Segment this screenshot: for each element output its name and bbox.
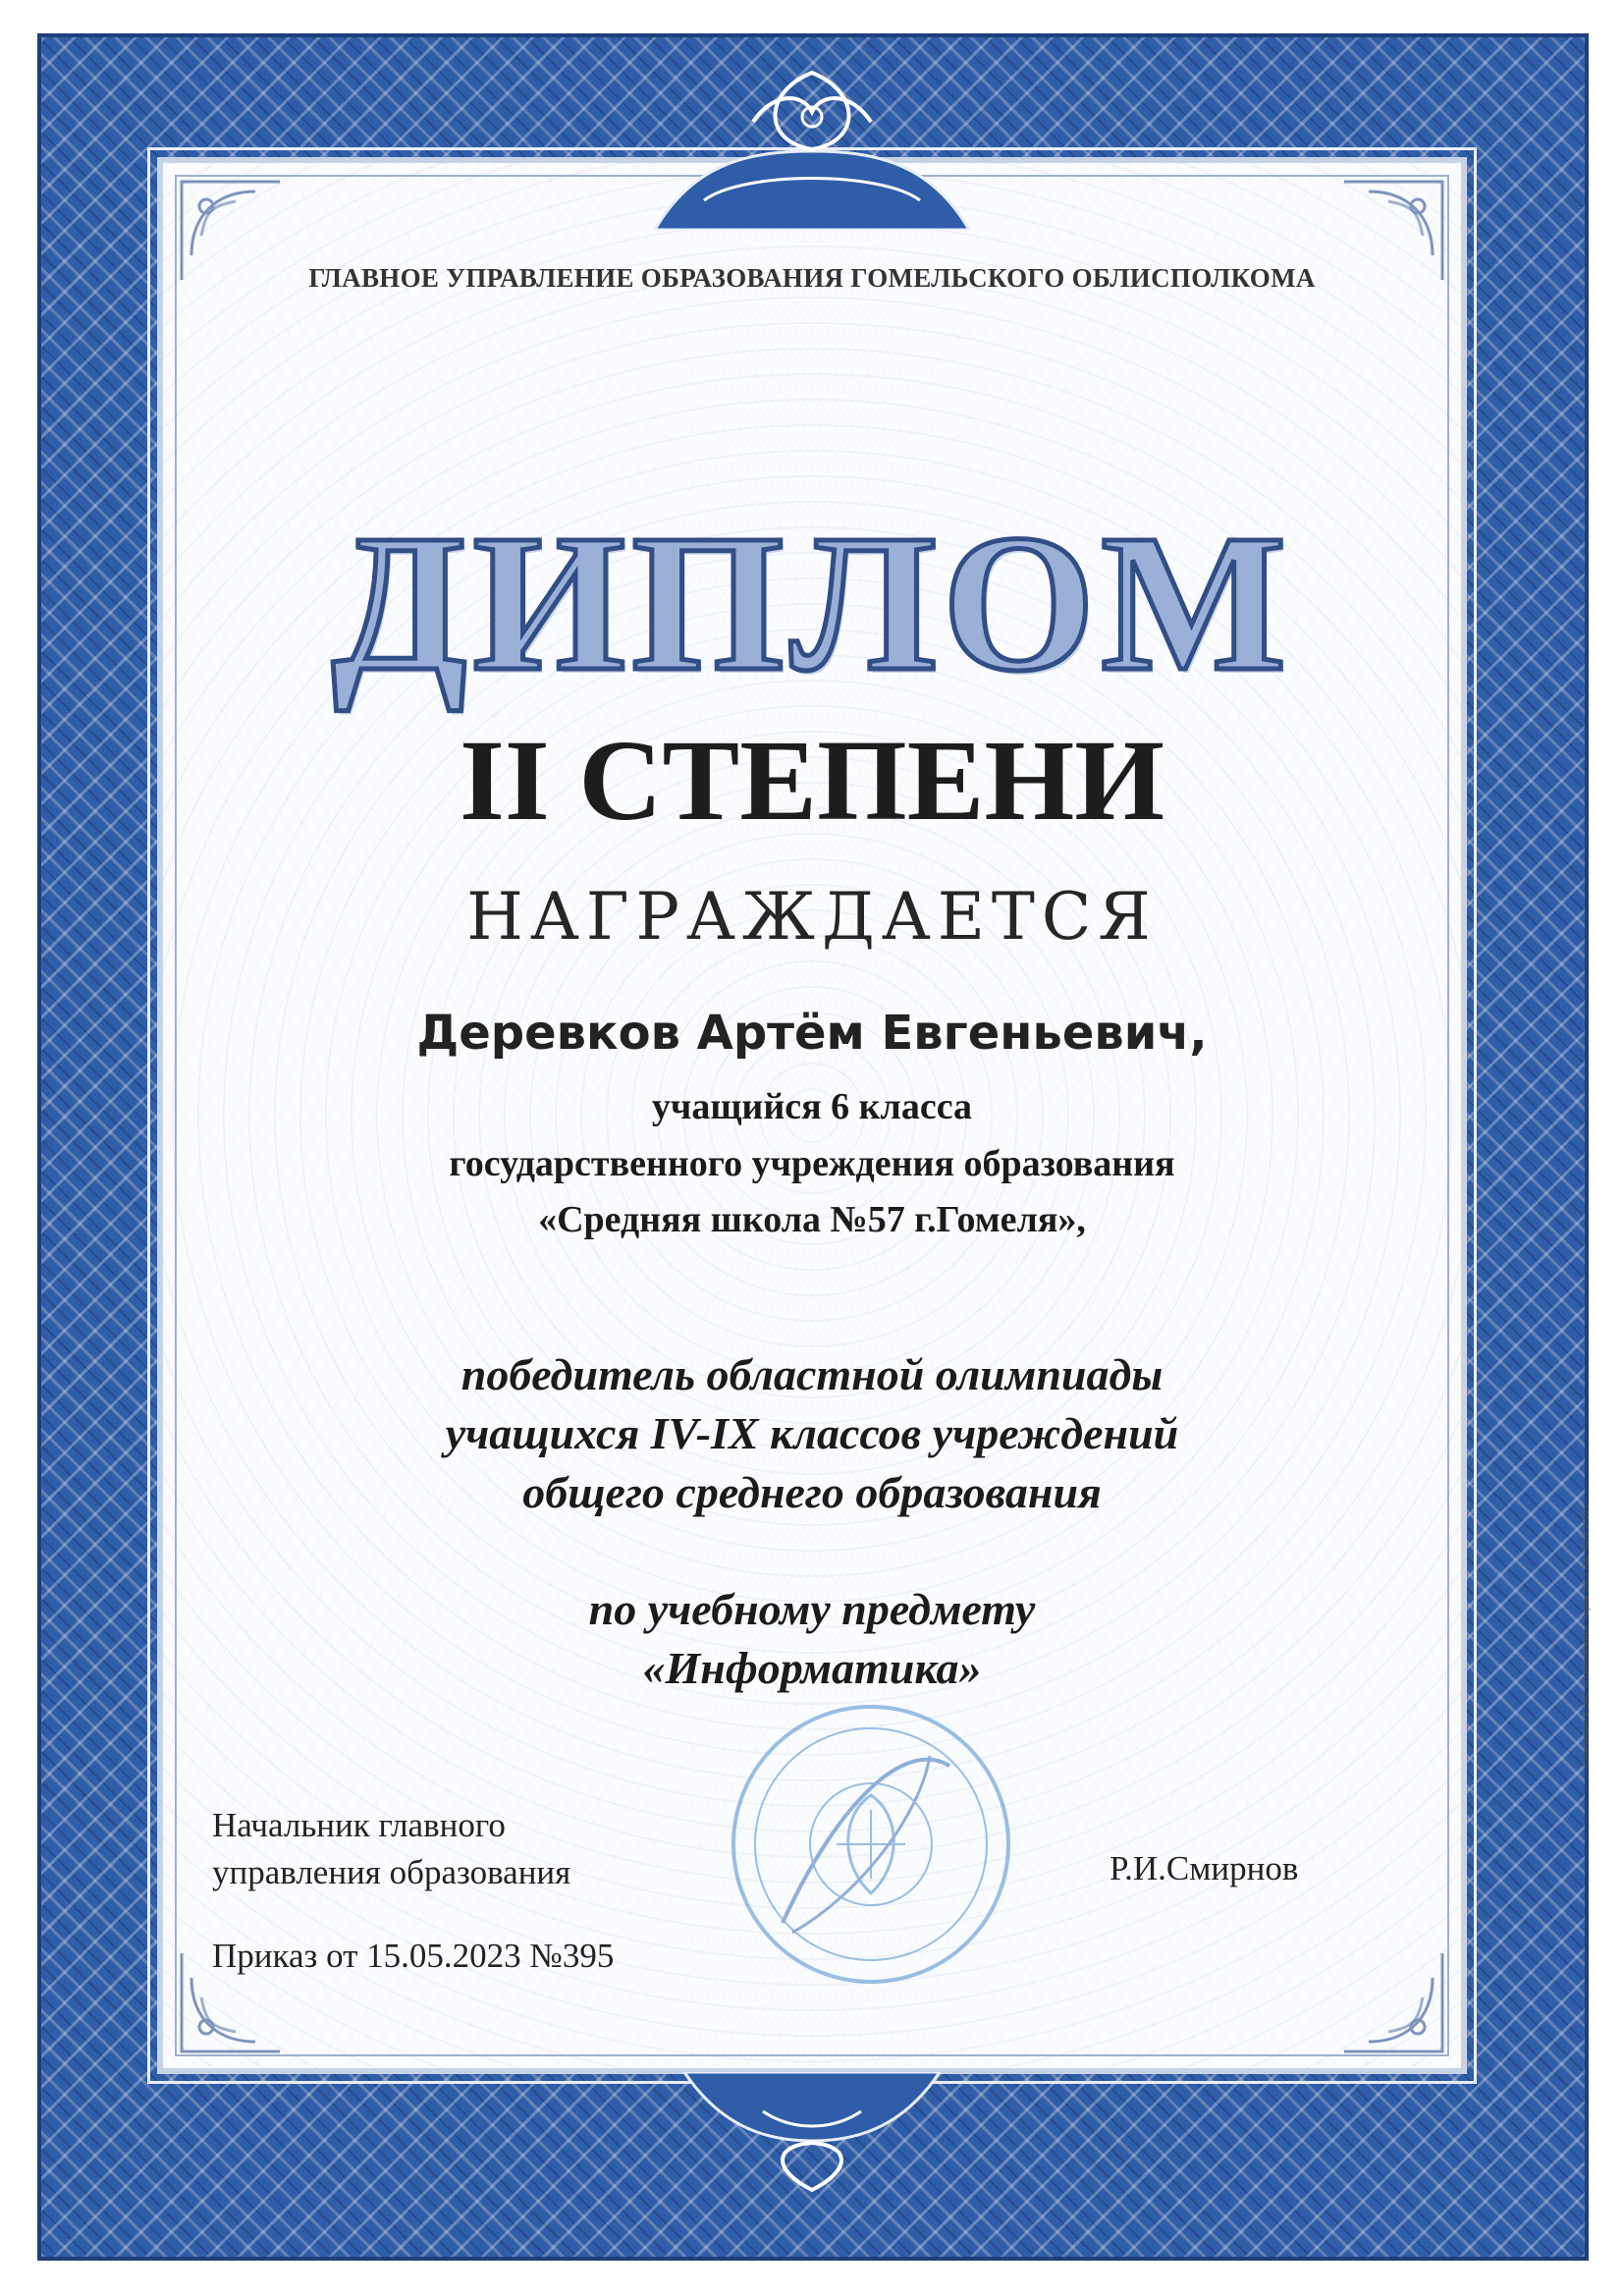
student-class: учащийся 6 класса <box>651 1086 973 1127</box>
recipient-name: Деревков Артём Евгеньевич, <box>416 1006 1208 1061</box>
school-name: «Средняя школа №57 г.Гомеля», <box>538 1199 1086 1240</box>
signatory-name: Р.И.Смирнов <box>1110 1849 1299 1887</box>
diploma-degree: II СТЕПЕНИ <box>459 716 1165 845</box>
position-line: Начальник главного <box>212 1806 506 1844</box>
bottom-ornament-icon <box>665 2072 959 2219</box>
achievement-line: победитель областной олимпиады <box>460 1349 1164 1399</box>
awarded-label: НАГРАЖДАЕТСЯ <box>466 879 1158 955</box>
signatory-position <box>212 1802 723 1896</box>
position-line: управления образования <box>212 1853 571 1891</box>
issuer-header: ГЛАВНОЕ УПРАВЛЕНИЕ ОБРАЗОВАНИЯ ГОМЕЛЬСКОГО ОБЛИСПОЛКОМА <box>308 263 1316 293</box>
achievement-line: учащихся IV-IX классов учреждений <box>445 1408 1179 1458</box>
top-ornament-icon <box>616 33 1008 230</box>
corner-flourish-icon <box>1339 1948 1447 2056</box>
printer-imprint: Отпечатано в ОАО «Полеспечать». Тираж 2023 Зак. 6933 2022 г. <box>1581 1502 1591 1768</box>
subject-line: по учебному предмету <box>588 1584 1036 1634</box>
order-reference: Приказ от 15.05.2023 №395 <box>212 1937 615 1975</box>
achievement-line: общего среднего образования <box>522 1467 1102 1517</box>
official-seal-icon <box>724 1697 1018 1992</box>
diploma-title: ДИПЛОМ <box>331 495 1293 712</box>
subject-name: «Информатика» <box>642 1643 982 1693</box>
institution-type: государственного учреждения образования <box>449 1143 1175 1184</box>
